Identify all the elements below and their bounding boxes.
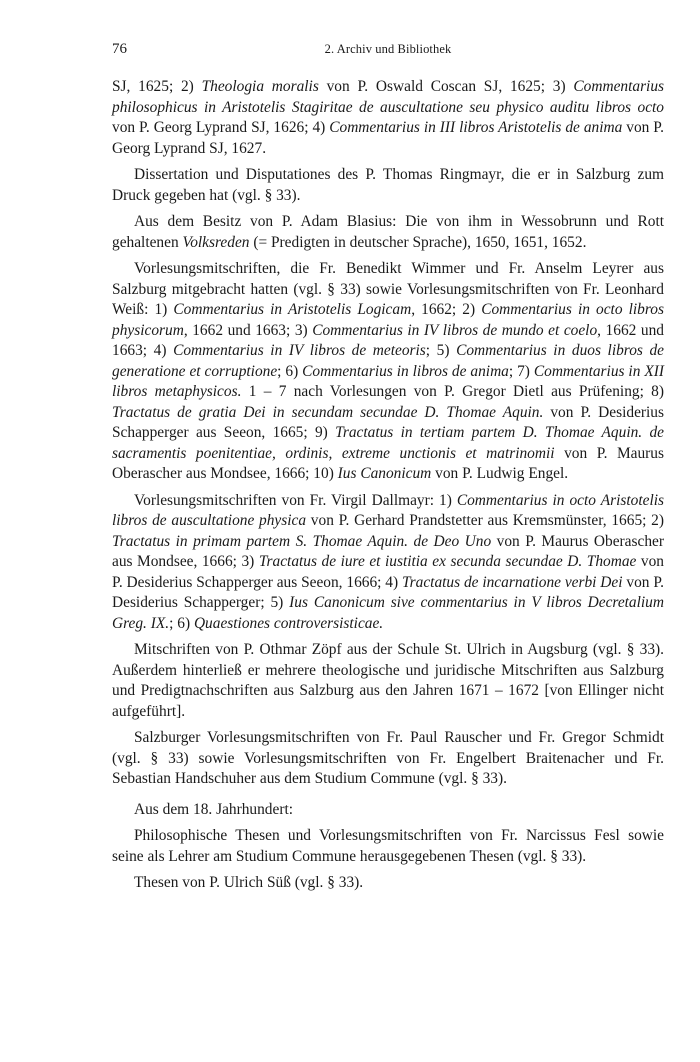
italic-title: Ius Canonicum sive commentarius in V libros Decretalium Greg. IX. <box>112 594 664 632</box>
text-run: von P. Desiderius Schapperger; 5) <box>112 573 665 611</box>
italic-title: Volksreden <box>182 233 250 251</box>
text-run: von P. Oswald Coscan SJ, 1625; 3) <box>318 78 574 95</box>
italic-title: Quaestiones controversisticae. <box>193 614 384 632</box>
text-run: (= Predigten in deutscher Sprache), 1650, 1651, 1652. <box>249 233 587 251</box>
italic-title: Tractatus de iure et iustitia ex secunda secundae D. Thomae <box>258 553 637 570</box>
paragraph-p10 <box>112 873 664 894</box>
paragraph-p7 <box>112 728 664 790</box>
text-run: von P. Ludwig Engel. <box>431 465 569 482</box>
text-run: Aus dem Besitz von P. Adam Blasius: Die von ihm in Wessobrunn und Rott gehaltenen <box>112 213 664 251</box>
text-run: SJ, 1625; 2) <box>112 78 202 95</box>
italic-title: Tractatus in tertiam partem D. Thomae Aquin. de sacramentis poenitentiae, ordinis, extreme unctionis et matrinomii <box>112 424 664 462</box>
italic-title: Commentarius in IV libros de meteoris <box>173 342 426 359</box>
paragraph-p5 <box>112 491 664 635</box>
text-run: Thesen von P. Ulrich Süß (vgl. § 33). <box>134 874 364 891</box>
text-run: Philosophische Thesen und Vorlesungsmitschriften von Fr. Narcissus Fesl sowie seine als Lehrer am Studium Commune herausgegebenen Thesen (vgl. § 33). <box>112 827 664 865</box>
italic-title: Commentarius in octo libros physicorum <box>112 301 664 339</box>
text-run: , 1662; 2) <box>411 301 482 318</box>
text-run: ; 7) <box>508 362 534 380</box>
text-run: Vorlesungsmitschriften, die Fr. Benedikt Wimmer und Fr. Anselm Leyrer aus Salzburg mitgebracht hatten (vgl. § 33) sowie Vorlesungsmitschriften von Fr. Leonhard Weiß: 1) <box>112 260 664 318</box>
italic-title: Ius Canonicum <box>337 465 432 482</box>
text-run: 1 – 7 nach Vorlesungen von P. Gregor Dietl aus Prüfening; 8) <box>241 383 664 400</box>
italic-title: Commentarius in III libros Aristotelis de anima <box>329 119 623 136</box>
body-text <box>112 77 664 900</box>
italic-title: Theologia moralis <box>201 78 319 95</box>
page-header <box>112 41 664 61</box>
running-title: 2. Archiv und Bibliothek <box>324 42 452 56</box>
text-run: Mitschriften von P. Othmar Zöpf aus der Schule St. Ulrich in Augsburg (vgl. § 33). Außerdem hinterließ er mehrere theologische und juridische Mitschriften aus Salzburg und Predigtnachschriften aus Salzburg aus den Jahren 1671 – 1672 [von Ellinger nicht aufgeführt]. <box>112 641 664 720</box>
text-run: ; 5) <box>425 342 457 359</box>
italic-title: Commentarius in octo Aristotelis libros de auscultatione physica <box>112 491 664 529</box>
text-run: von P. Georg Lyprand SJ, 1626; 4) <box>112 119 330 136</box>
paragraph-p2 <box>112 165 664 206</box>
italic-title: Commentarius in duos libros de generatione et corruptione <box>112 342 665 380</box>
italic-title: Tractatus de incarnatione verbi Dei <box>401 573 623 591</box>
paragraph-p3 <box>112 212 664 253</box>
text-run: ; 6) <box>169 614 194 632</box>
italic-title: Commentarius philosophicus in Aristotelis Stagiritae de auscultatione seu physico auditu libros octo <box>112 78 665 116</box>
text-run: von P. Maurus Oberascher aus Mondsee, 1666; 3) <box>112 532 664 570</box>
italic-title: Tractatus de gratia Dei in secundam secundae D. Thomae Aquin. <box>112 403 544 421</box>
paragraph-p4 <box>112 259 664 485</box>
text-run: ; 6) <box>277 362 303 380</box>
text-run: , 1662 und 1663; 4) <box>112 321 664 359</box>
paragraph-p6 <box>112 640 664 722</box>
section-heading-18th-century <box>112 800 664 821</box>
italic-title: Commentarius in IV libros de mundo et coelo <box>312 321 598 339</box>
paragraph-p9 <box>112 826 664 867</box>
text-run: von P. Desiderius Schapperger aus Seeon, 1665; 9) <box>112 403 664 441</box>
page-number: 76 <box>112 41 127 57</box>
text-run: Dissertation und Disputationes des P. Thomas Ringmayr, die er in Salzburg zum Druck gegeben hat (vgl. § 33). <box>112 166 664 204</box>
italic-title: Commentarius in XII libros metaphysicos. <box>112 362 664 400</box>
italic-title: Commentarius in libros de anima <box>302 362 509 380</box>
text-run: Vorlesungsmitschriften von Fr. Virgil Dallmayr: 1) <box>134 491 457 509</box>
text-run: von P. Maurus Oberascher aus Mondsee, 1666; 10) <box>112 444 664 482</box>
text-run: von P. Desiderius Schapperger aus Seeon, 1666; 4) <box>112 553 664 591</box>
italic-title: Tractatus in primam partem S. Thomae Aquin. de Deo Uno <box>112 532 492 550</box>
text-run: von P. Georg Lyprand SJ, 1627. <box>112 119 665 157</box>
text-run: , 1662 und 1663; 3) <box>183 321 313 339</box>
text-run: Aus dem 18. Jahrhundert: <box>134 800 294 818</box>
text-run: Salzburger Vorlesungsmitschriften von Fr. Paul Rauscher und Fr. Gregor Schmidt (vgl. § 33) sowie Vorlesungsmitschriften von Fr. Engelbert Braitenacher und Fr. Sebastian Handschuher aus dem Studium Commune (vgl. § 33). <box>112 729 664 787</box>
text-run: von P. Gerhard Prandstetter aus Kremsmünster, 1665; 2) <box>306 512 664 529</box>
italic-title: Commentarius in Aristotelis Logicam <box>173 301 412 318</box>
paragraph-p1 <box>112 77 664 159</box>
